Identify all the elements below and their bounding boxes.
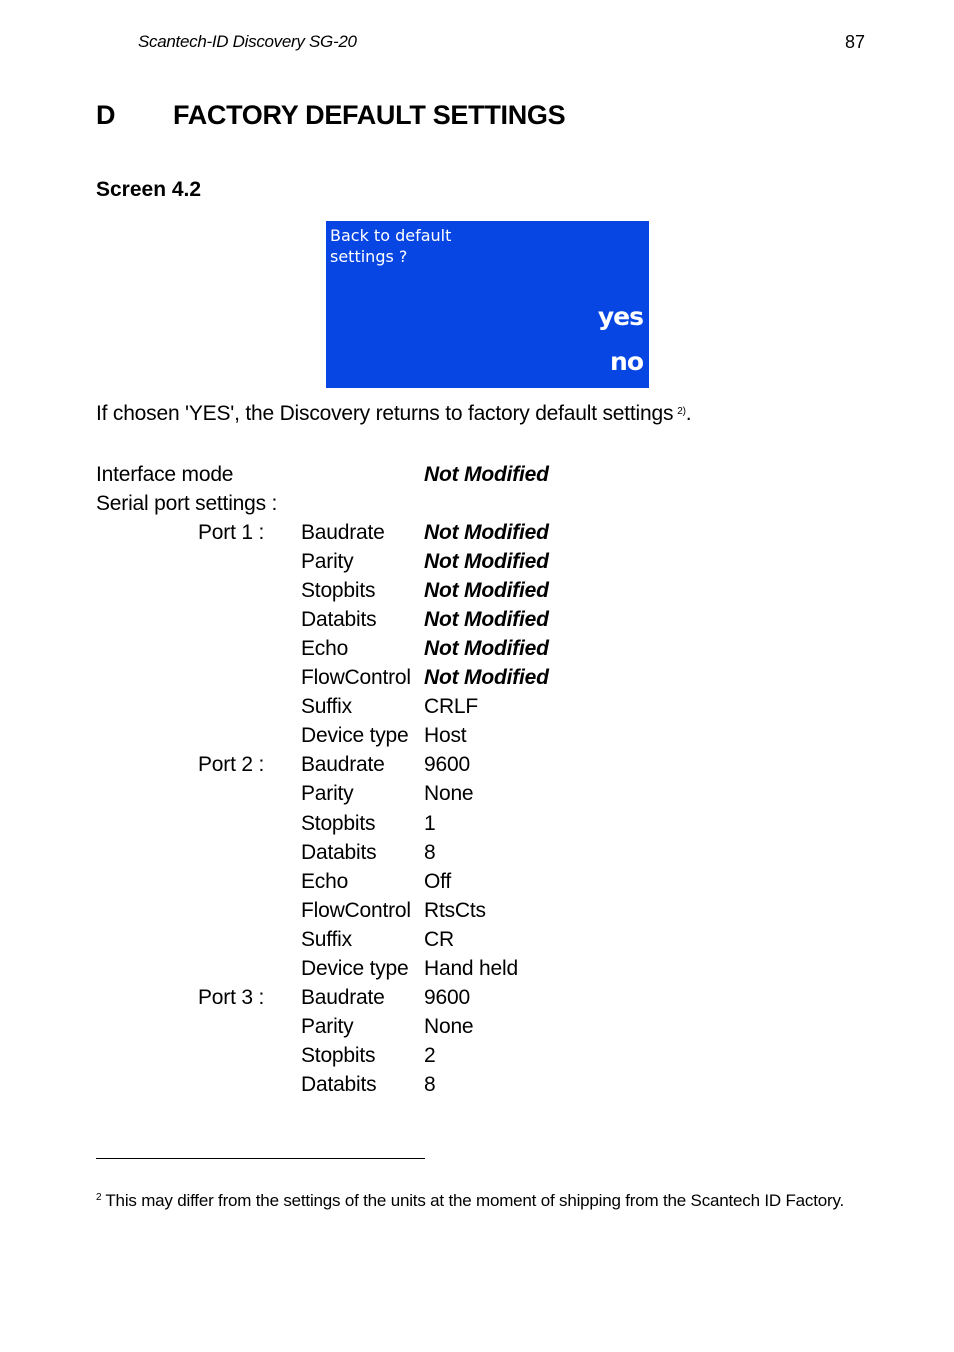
- setting-value: Not Modified: [424, 608, 549, 632]
- port-setting-row: [0, 547, 954, 576]
- port-setting-row: [0, 634, 954, 663]
- setting-name: Databits: [301, 1072, 377, 1096]
- setting-value: 8: [424, 840, 436, 864]
- port-setting-row: [0, 867, 954, 896]
- port-label: Port 3 :: [198, 985, 265, 1009]
- intro-paragraph: [96, 402, 691, 426]
- setting-name: Databits: [301, 608, 377, 632]
- setting-value: CR: [424, 927, 454, 951]
- setting-name: FlowControl: [301, 666, 411, 690]
- port-setting-row: [0, 518, 954, 547]
- setting-name: Parity: [301, 550, 354, 574]
- port-setting-row: [0, 692, 954, 721]
- setting-name: Suffix: [301, 695, 352, 719]
- setting-name: Device type: [301, 956, 409, 980]
- document-title: Scantech-ID Discovery SG-20: [138, 32, 357, 51]
- chapter-title: FACTORY DEFAULT SETTINGS: [173, 100, 566, 130]
- port-label: Port 1 :: [198, 521, 265, 544]
- setting-name: Stopbits: [301, 811, 376, 835]
- port-setting-row: [0, 663, 954, 692]
- port-setting-row: [0, 576, 954, 605]
- footnote-text: This may differ from the settings of the units at the moment of shipping from the Scantech ID Factory.: [105, 1191, 845, 1210]
- page-number: 87: [845, 32, 866, 52]
- port-setting-row: [0, 809, 954, 838]
- setting-value: Not Modified: [424, 579, 549, 603]
- port-setting-row: [0, 750, 954, 779]
- screen-option-no: no: [610, 347, 643, 376]
- setting-value: Hand held: [424, 956, 518, 980]
- chapter-heading: [96, 100, 565, 131]
- setting-name: Device type: [301, 724, 409, 748]
- port-setting-row: [0, 1041, 954, 1070]
- setting-value: 9600: [424, 985, 470, 1009]
- screen-option-yes: yes: [597, 302, 643, 331]
- setting-name: Stopbits: [301, 579, 376, 603]
- setting-value: 2: [424, 1043, 436, 1067]
- setting-name: Parity: [301, 782, 354, 806]
- setting-name: Suffix: [301, 927, 352, 951]
- screen-heading: Screen 4.2: [96, 178, 202, 201]
- port-setting-row: [0, 925, 954, 954]
- setting-value: Not Modified: [424, 637, 549, 661]
- setting-value: None: [424, 1014, 474, 1038]
- setting-name: Echo: [301, 869, 349, 893]
- setting-value: CRLF: [424, 695, 479, 719]
- setting-value: Not Modified: [424, 550, 549, 574]
- port-setting-row: [0, 896, 954, 925]
- footnote: [96, 1186, 856, 1218]
- footnote-marker: 2: [96, 1192, 102, 1203]
- setting-value: 9600: [424, 753, 470, 777]
- port-setting-row: [0, 954, 954, 983]
- port-setting-row: [0, 983, 954, 1012]
- interface-mode-label: Interface mode: [96, 463, 234, 486]
- setting-name: Baudrate: [301, 753, 385, 777]
- screen-prompt: Back to default settings ?: [330, 226, 452, 266]
- setting-value: RtsCts: [424, 898, 486, 922]
- port-setting-row: [0, 779, 954, 808]
- setting-value: 8: [424, 1072, 436, 1096]
- serial-port-label: Serial port settings :: [96, 492, 278, 515]
- interface-mode-value: Not Modified: [424, 463, 549, 486]
- port-setting-row: [0, 1070, 954, 1099]
- setting-name: Echo: [301, 637, 349, 661]
- setting-value: Not Modified: [424, 521, 549, 544]
- setting-name: Databits: [301, 840, 377, 864]
- chapter-letter: D: [96, 100, 116, 130]
- interface-mode-row: [0, 460, 954, 489]
- setting-name: Parity: [301, 1014, 354, 1038]
- port-setting-row: [0, 605, 954, 634]
- device-screen: [326, 221, 649, 388]
- intro-text: If chosen 'YES', the Discovery returns to factory default settings: [96, 402, 674, 425]
- setting-value: Host: [424, 724, 467, 748]
- port-setting-row: [0, 721, 954, 750]
- setting-value: Not Modified: [424, 666, 549, 690]
- footnote-reference: 2): [677, 406, 686, 417]
- footnote-divider: [96, 1158, 425, 1159]
- intro-end: .: [685, 402, 692, 425]
- setting-name: Baudrate: [301, 985, 385, 1009]
- setting-value: Off: [424, 869, 452, 893]
- setting-name: Baudrate: [301, 521, 385, 544]
- setting-name: Stopbits: [301, 1043, 376, 1067]
- setting-name: FlowControl: [301, 898, 411, 922]
- serial-port-heading-row: [0, 489, 954, 518]
- setting-value: None: [424, 782, 474, 806]
- port-label: Port 2 :: [198, 753, 265, 777]
- setting-value: 1: [424, 811, 436, 835]
- port-setting-row: [0, 1012, 954, 1041]
- port-setting-row: [0, 838, 954, 867]
